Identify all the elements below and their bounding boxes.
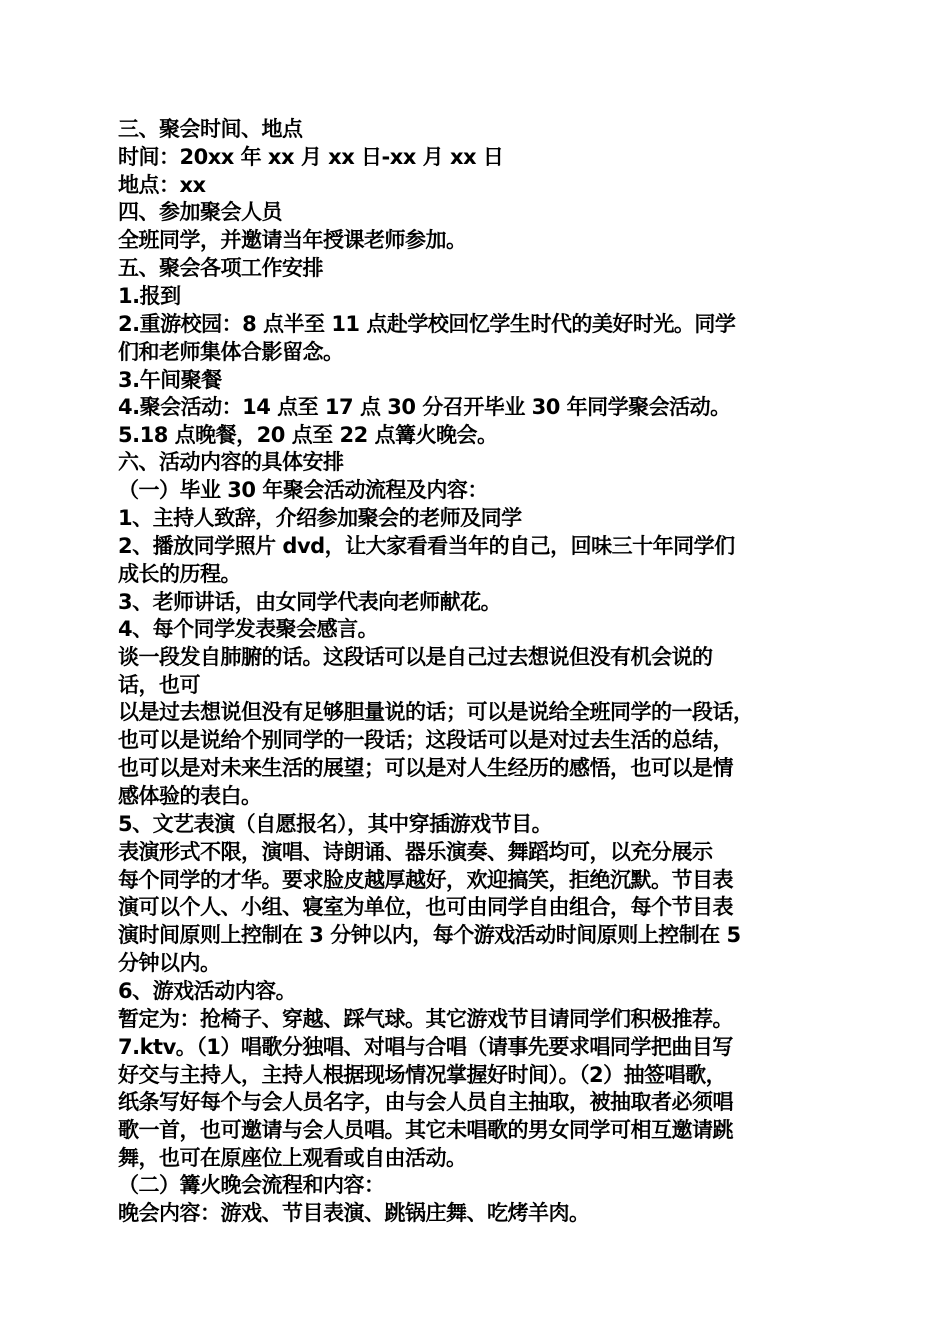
- text-line: 好交与主持人，主持人根据现场情况掌握好时间）。（2）抽签唱歌，: [118, 1063, 727, 1087]
- text-line: 演时间原则上控制在 3 分钟以内，每个游戏活动时间原则上控制在 5: [118, 923, 741, 947]
- text-line: 时间：20xx 年 xx 月 xx 日-xx 月 xx 日: [118, 145, 504, 169]
- text-line: 暂定为：抢椅子、穿越、踩气球。其它游戏节目请同学们积极推荐。: [118, 1007, 733, 1031]
- text-line: 1、主持人致辞，介绍参加聚会的老师及同学: [118, 506, 522, 530]
- text-line: 每个同学的才华。要求脸皮越厚越好，欢迎搞笑，拒绝沉默。节目表: [118, 868, 733, 892]
- text-line: 话，也可: [118, 673, 200, 697]
- text-line: 以是过去想说但没有足够胆量说的话；可以是说给全班同学的一段话，: [118, 700, 754, 724]
- text-line: 舞，也可在原座位上观看或自由活动。: [118, 1146, 467, 1170]
- text-line: 表演形式不限，演唱、诗朗诵、器乐演奏、舞蹈均可，以充分展示: [118, 840, 713, 864]
- text-line: 2、播放同学照片 dvd，让大家看看当年的自己，回味三十年同学们: [118, 534, 735, 558]
- text-line: 纸条写好每个与会人员名字，由与会人员自主抽取，被抽取者必须唱: [118, 1090, 733, 1114]
- text-line: 7.ktv。（1）唱歌分独唱、对唱与合唱（请事先要求唱同学把曲目写: [118, 1035, 733, 1059]
- text-line: 4.聚会活动：14 点至 17 点 30 分召开毕业 30 年同学聚会活动。: [118, 395, 731, 419]
- text-line: 5.18 点晚餐，20 点至 22 点篝火晚会。: [118, 423, 498, 447]
- text-line: 4、每个同学发表聚会感言。: [118, 617, 379, 641]
- text-line: 晚会内容：游戏、节目表演、跳锅庄舞、吃烤羊肉。: [118, 1201, 590, 1225]
- text-line: 3、老师讲话，由女同学代表向老师献花。: [118, 590, 502, 614]
- subsection-heading: （二）篝火晚会流程和内容：: [118, 1173, 385, 1197]
- text-line: 也可以是对未来生活的展望；可以是对人生经历的感悟，也可以是情: [118, 756, 733, 780]
- section-heading: 五、聚会各项工作安排: [118, 256, 323, 280]
- text-line: 分钟以内。: [118, 951, 221, 975]
- text-line: 成长的历程。: [118, 562, 241, 586]
- text-line: 谈一段发自肺腑的话。这段话可以是自己过去想说但没有机会说的: [118, 645, 713, 669]
- text-line: 2.重游校园：8 点半至 11 点赴学校回忆学生时代的美好时光。同学: [118, 312, 736, 336]
- text-line: 全班同学，并邀请当年授课老师参加。: [118, 228, 467, 252]
- text-line: 5、文艺表演（自愿报名），其中穿插游戏节目。: [118, 812, 553, 836]
- section-heading: 四、参加聚会人员: [118, 200, 282, 224]
- text-line: 歌一首，也可邀请与会人员唱。其它未唱歌的男女同学可相互邀请跳: [118, 1118, 733, 1142]
- text-line: 6、游戏活动内容。: [118, 979, 297, 1003]
- text-line: 演可以个人、小组、寝室为单位，也可由同学自由组合，每个节目表: [118, 895, 733, 919]
- section-heading: 六、活动内容的具体安排: [118, 450, 344, 474]
- text-line: 3.午间聚餐: [118, 368, 222, 392]
- subsection-heading: （一）毕业 30 年聚会活动流程及内容：: [118, 478, 488, 502]
- text-line: 地点：xx: [118, 173, 206, 197]
- text-line: 也可以是说给个别同学的一段话；这段话可以是对过去生活的总结，: [118, 728, 733, 752]
- text-line: 们和老师集体合影留念。: [118, 340, 344, 364]
- text-line: 1.报到: [118, 284, 181, 308]
- text-line: 感体验的表白。: [118, 784, 262, 808]
- section-heading: 三、聚会时间、地点: [118, 117, 303, 141]
